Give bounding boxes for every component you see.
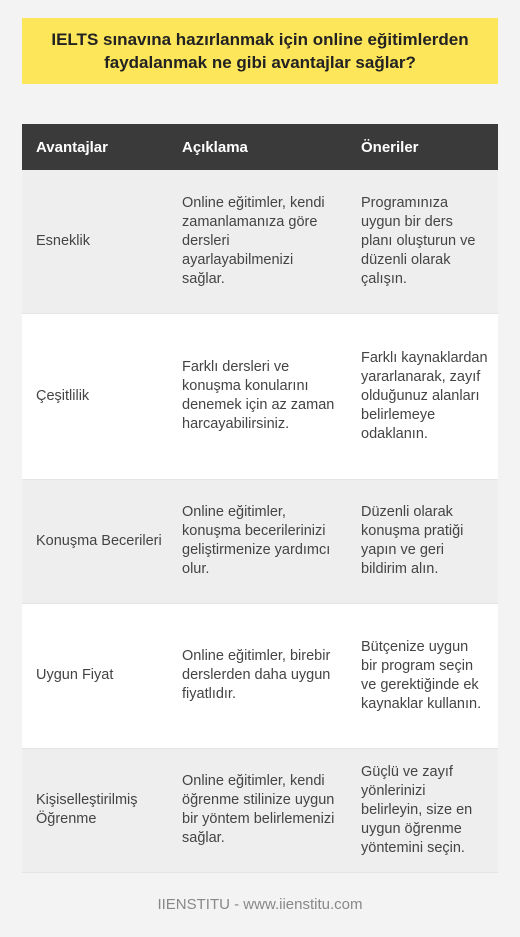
table-header-row bbox=[22, 124, 498, 170]
table-row bbox=[22, 313, 498, 479]
table-row bbox=[22, 479, 498, 603]
advantage-cell: Esneklik bbox=[22, 170, 168, 313]
suggestion-cell: Programınıza uygun bir ders planı oluşturun ve düzenli olarak çalışın. bbox=[347, 170, 498, 313]
advantage-cell: Kişiselleştirilmiş Öğrenme bbox=[22, 748, 168, 872]
advantage-cell: Çeşitlilik bbox=[22, 313, 168, 479]
description-cell: Online eğitimler, konuşma becerilerinizi geliştirmenize yardımcı olur. bbox=[168, 479, 347, 603]
description-cell: Online eğitimler, birebir derslerden daha uygun fiyatlıdır. bbox=[168, 603, 347, 748]
title-banner bbox=[22, 18, 498, 84]
description-cell: Farklı dersleri ve konuşma konularını denemek için az zaman harcayabilirsiniz. bbox=[168, 313, 347, 479]
suggestion-cell: Güçlü ve zayıf yönlerinizi belirleyin, size en uygun öğrenme yöntemini seçin. bbox=[347, 748, 498, 872]
table-row bbox=[22, 170, 498, 313]
column-header-advantages: Avantajlar bbox=[22, 124, 168, 170]
description-cell: Online eğitimler, kendi zamanlamanıza göre dersleri ayarlayabilmenizi sağlar. bbox=[168, 170, 347, 313]
table-row bbox=[22, 748, 498, 872]
suggestion-cell: Farklı kaynaklardan yararlanarak, zayıf olduğunuz alanları belirlemeye odaklanın. bbox=[347, 313, 498, 479]
description-cell: Online eğitimler, kendi öğrenme stilinize uygun bir yöntem belirlemenizi sağlar. bbox=[168, 748, 347, 872]
advantage-cell: Uygun Fiyat bbox=[22, 603, 168, 748]
page-title: IELTS sınavına hazırlanmak için online eğitimlerden faydalanmak ne gibi avantajlar sağlar? bbox=[51, 30, 469, 72]
advantage-cell: Konuşma Becerileri bbox=[22, 479, 168, 603]
column-header-suggestions: Öneriler bbox=[347, 124, 498, 170]
suggestion-cell: Bütçenize uygun bir program seçin ve gerektiğinde ek kaynaklar kullanın. bbox=[347, 603, 498, 748]
table-row bbox=[22, 603, 498, 748]
footer-credit: IIENSTITU - www.iienstitu.com bbox=[157, 896, 363, 913]
column-header-description: Açıklama bbox=[168, 124, 347, 170]
suggestion-cell: Düzenli olarak konuşma pratiği yapın ve geri bildirim alın. bbox=[347, 479, 498, 603]
advantages-table bbox=[22, 124, 498, 873]
